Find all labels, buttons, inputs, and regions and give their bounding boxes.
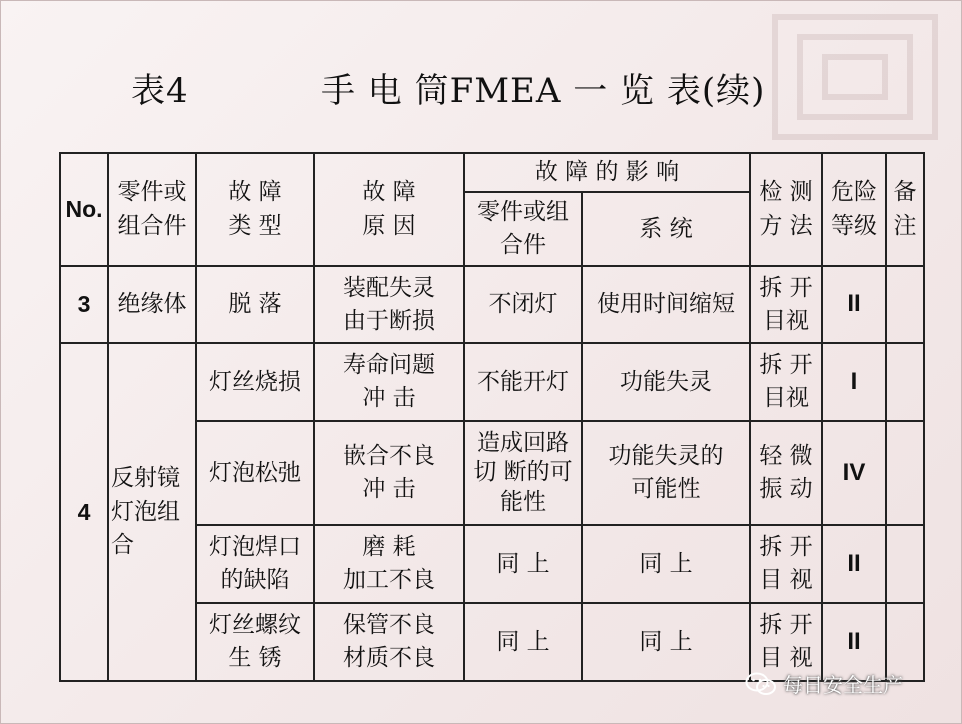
row-effect-part: 同 上 <box>464 603 582 681</box>
row-part: 反射镜 灯泡组 合 <box>108 343 196 681</box>
row-no: 4 <box>60 343 108 681</box>
row-risk: I <box>822 343 886 421</box>
header-failure-effect: 故 障 的 影 响 <box>464 153 750 192</box>
row-effect-system: 功能失灵 <box>582 343 750 421</box>
row-risk: II <box>822 603 886 681</box>
header-detection: 检 测 方 法 <box>750 153 822 266</box>
page-title <box>131 63 765 112</box>
row-failure-type: 灯泡焊口 的缺陷 <box>196 525 314 603</box>
row-detection: 拆 开 目视 <box>750 343 822 421</box>
row-failure-type: 灯泡松弛 <box>196 421 314 525</box>
header-failure-cause: 故 障 原 因 <box>314 153 464 266</box>
row-failure-cause: 磨 耗 加工不良 <box>314 525 464 603</box>
row-detection: 拆 开 目 视 <box>750 525 822 603</box>
row-detection: 拆 开 目视 <box>750 266 822 343</box>
row-note <box>886 266 924 343</box>
row-failure-cause: 装配失灵 由于断损 <box>314 266 464 343</box>
row-risk: II <box>822 525 886 603</box>
row-note <box>886 421 924 525</box>
row-failure-cause: 寿命问题 冲 击 <box>314 343 464 421</box>
watermark-text: 每日安全生产 <box>783 673 903 697</box>
row-failure-type: 灯丝烧损 <box>196 343 314 421</box>
row-effect-part: 同 上 <box>464 525 582 603</box>
row-effect-part: 造成回路 切 断的可 能性 <box>464 421 582 525</box>
row-effect-system: 同 上 <box>582 525 750 603</box>
header-row <box>60 153 924 192</box>
row-note <box>886 343 924 421</box>
table-row <box>60 266 924 343</box>
row-detection: 轻 微 振 动 <box>750 421 822 525</box>
row-no: 3 <box>60 266 108 343</box>
header-effect-part: 零件或组 合件 <box>464 192 582 266</box>
table-title: 手 电 筒FMEA 一 览 表(续) <box>321 71 766 111</box>
row-risk: II <box>822 266 886 343</box>
decorative-pattern-icon <box>755 7 955 147</box>
row-effect-system: 功能失灵的 可能性 <box>582 421 750 525</box>
table-number: 表4 <box>131 71 189 111</box>
fmea-table <box>59 152 925 682</box>
table-row <box>60 343 924 421</box>
row-effect-system: 使用时间缩短 <box>582 266 750 343</box>
header-no: No. <box>60 153 108 266</box>
row-failure-cause: 嵌合不良 冲 击 <box>314 421 464 525</box>
header-failure-type: 故 障 类 型 <box>196 153 314 266</box>
header-part: 零件或 组合件 <box>108 153 196 266</box>
header-effect-system: 系 统 <box>582 192 750 266</box>
wechat-icon <box>745 671 777 697</box>
row-effect-part: 不能开灯 <box>464 343 582 421</box>
row-failure-cause: 保管不良 材质不良 <box>314 603 464 681</box>
row-failure-type: 脱 落 <box>196 266 314 343</box>
row-effect-system: 同 上 <box>582 603 750 681</box>
row-risk: IV <box>822 421 886 525</box>
header-note: 备 注 <box>886 153 924 266</box>
row-effect-part: 不闭灯 <box>464 266 582 343</box>
row-failure-type: 灯丝螺纹 生 锈 <box>196 603 314 681</box>
row-part: 绝缘体 <box>108 266 196 343</box>
row-detection: 拆 开 目 视 <box>750 603 822 681</box>
row-note <box>886 525 924 603</box>
header-risk: 危险 等级 <box>822 153 886 266</box>
watermark <box>745 669 903 698</box>
